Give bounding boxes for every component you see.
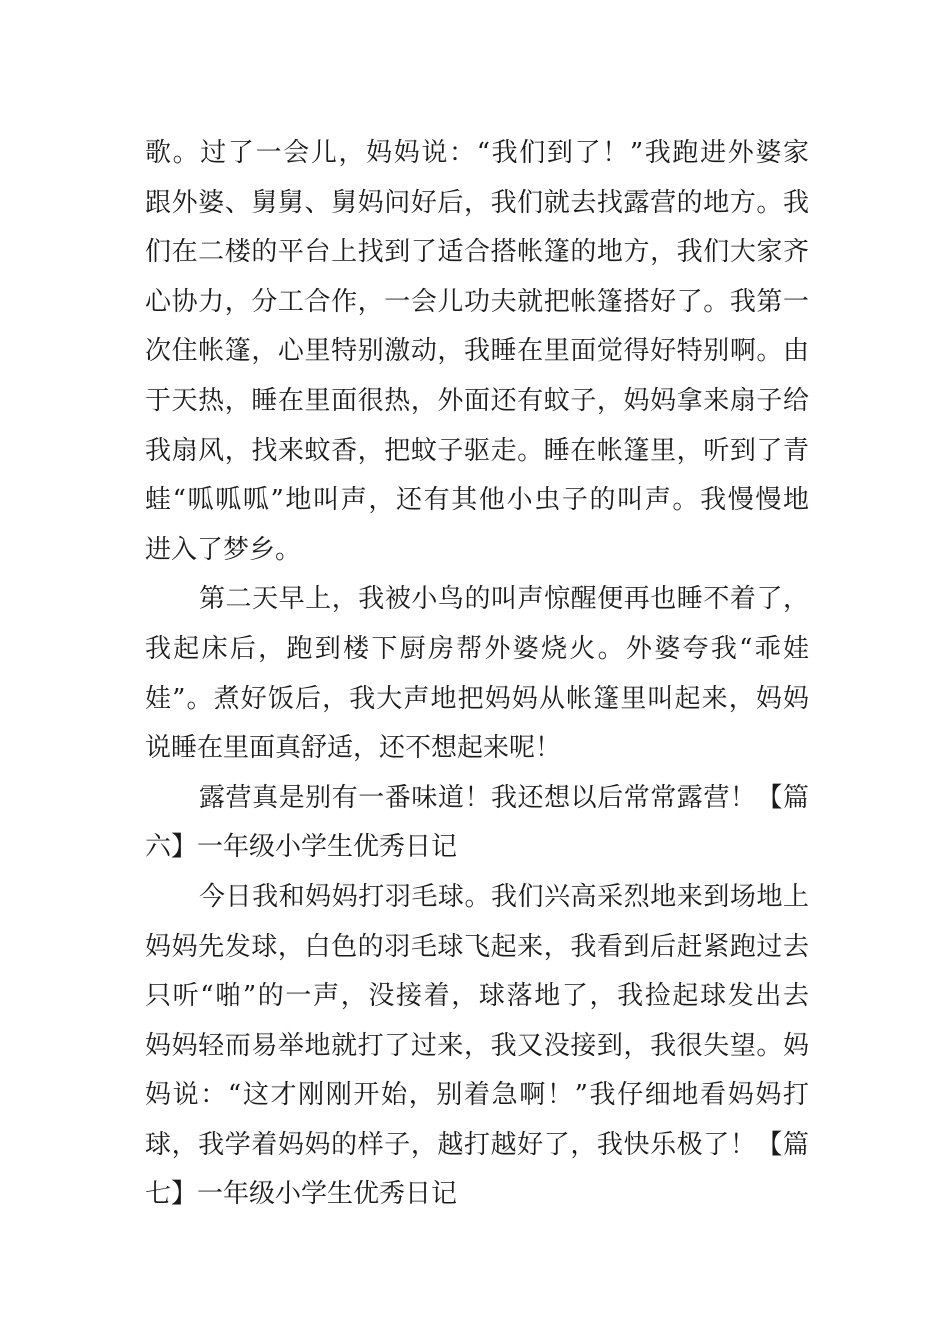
text-line: 妈妈轻而易举地就打了过来，我又没接到，我很失望。妈 <box>145 1030 809 1061</box>
text-line: 进入了梦乡。 <box>145 534 302 565</box>
text-line: 妈妈先发球，白色的羽毛球飞起来，我看到后赶紧跑过去 <box>145 931 809 962</box>
text-line: 于天热，睡在里面很热，外面还有蚊子，妈妈拿来扇子给 <box>145 385 809 416</box>
text-line: 只听“啪”的一声，没接着，球落地了，我捡起球发出去 <box>145 981 809 1012</box>
text-line: 心协力，分工合作，一会儿功夫就把帐篷搭好了。我第一 <box>145 286 809 317</box>
text-line: 第二天早上，我被小鸟的叫声惊醒便再也睡不着了， <box>199 584 809 615</box>
section-heading-line: 七】一年级小学生优秀日记 <box>145 1179 458 1210</box>
text-line: 我扇风，找来蚊香，把蚊子驱走。睡在帐篷里，听到了青 <box>145 435 809 466</box>
text-line: 今日我和妈妈打羽毛球。我们兴高采烈地来到场地上 <box>199 881 809 912</box>
text-line: 蛙“呱呱呱”地叫声，还有其他小虫子的叫声。我慢慢地 <box>145 485 809 516</box>
text-line: 歌。过了一会儿，妈妈说：“我们到了！”我跑进外婆家 <box>145 138 809 168</box>
document-page <box>145 129 809 1220</box>
text-line: 次住帐篷，心里特别激动，我睡在里面觉得好特别啊。由 <box>145 336 809 367</box>
text-line: 球，我学着妈妈的样子，越打越好了，我快乐极了！【篇 <box>145 1129 809 1160</box>
text-line: 妈说：“这才刚刚开始，别着急啊！”我仔细地看妈妈打 <box>145 1080 809 1111</box>
section-heading-line: 六】一年级小学生优秀日记 <box>145 832 458 863</box>
text-line: 露营真是别有一番味道！我还想以后常常露营！【篇 <box>199 782 809 813</box>
text-line: 跟外婆、舅舅、舅妈问好后，我们就去找露营的地方。我 <box>145 187 809 218</box>
text-line: 我起床后，跑到楼下厨房帮外婆烧火。外婆夸我“乖娃 <box>145 633 809 664</box>
text-line: 说睡在里面真舒适，还不想起来呢！ <box>145 733 562 764</box>
text-line: 们在二楼的平台上找到了适合搭帐篷的地方，我们大家齐 <box>145 237 809 268</box>
text-line: 娃”。煮好饭后，我大声地把妈妈从帐篷里叫起来，妈妈 <box>145 683 809 714</box>
